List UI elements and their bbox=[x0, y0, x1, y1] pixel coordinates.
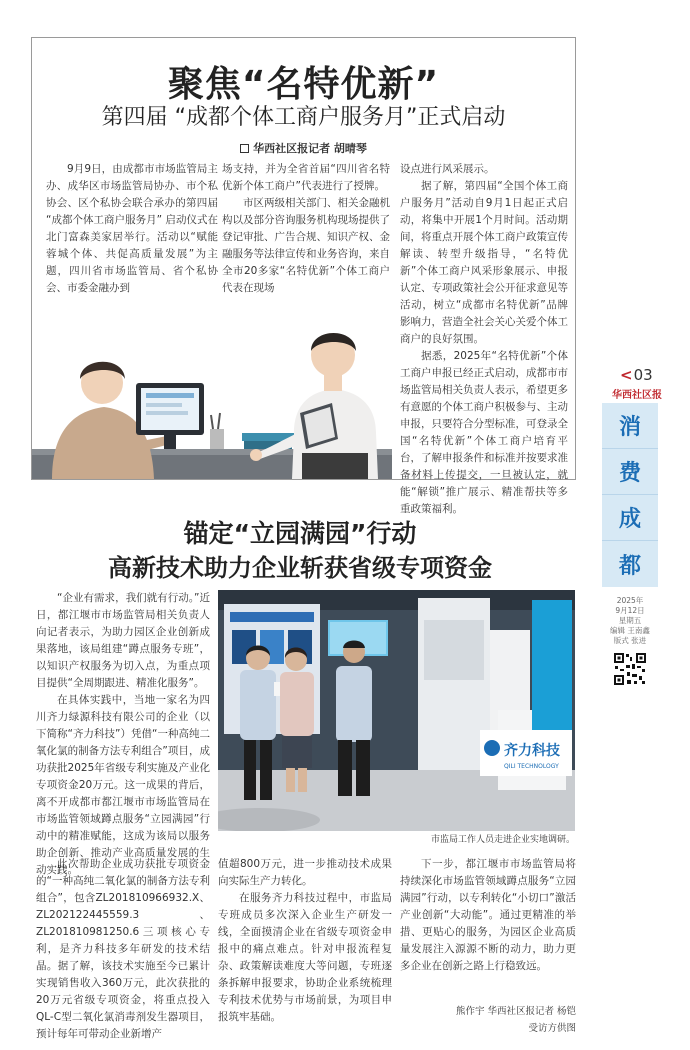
article-1-frame bbox=[31, 37, 576, 515]
paragraph: 值超800万元，进一步推动技术成果向实际生产力转化。 bbox=[218, 858, 392, 887]
section-char: 成 bbox=[602, 495, 658, 541]
photo-brand-text: 齐力科技 bbox=[504, 743, 560, 759]
photo-brand-en-text: QILI TECHNOLOGY bbox=[504, 763, 559, 770]
article-1-subtitle: 第四届 “成都个体工商户服务月”正式启动 bbox=[101, 105, 506, 130]
page-number-value: 03 bbox=[633, 366, 653, 384]
byline-square-icon bbox=[240, 144, 249, 153]
paragraph: 此次帮助企业成功获批专项资金的“一种高纯二氧化氯的制备方法专利组合”，包含ZL201810966932.X、ZL202122445559.3、ZL201810981250.6三项核心专利，是齐力科技多年研发的技术结晶。据了解，该技术实施至今已累计实现销售收入360万元，此次获批的20万元省级专项资金，将重点投入QL-C型二氧化氯消毒剂发生器项目，预计每年可带动企业新增产 bbox=[36, 858, 210, 1040]
paragraph: 设点进行风采展示。 bbox=[400, 163, 495, 175]
article-2-column-1 bbox=[36, 590, 210, 879]
article-1-title: 聚焦“名特优新” bbox=[167, 64, 440, 105]
article-2-column-3 bbox=[218, 856, 392, 1026]
site-visit-photo bbox=[218, 590, 575, 831]
article-1-column-2 bbox=[222, 161, 390, 297]
issue-date: 9月12日 bbox=[615, 606, 645, 615]
article-2-photo-credit: 受访方供图 bbox=[528, 1023, 576, 1034]
article-1-column-3 bbox=[400, 161, 568, 518]
article-2-column-2 bbox=[36, 856, 210, 1043]
section-char: 都 bbox=[618, 553, 641, 579]
section-char: 费 bbox=[602, 449, 658, 495]
paragraph: 据悉，2025年“名特优新”个体工商户申报已经正式启动，成都市市场监管局相关负责人表示，希望更多有意愿的个体工商户积极参与、主动申报，只要符合分型标准，可登录全国“名特优新”个体工商户培育平台，了解申报条件和标准并按要求准备材料上传提交，一旦被认定，就能“解锁”推广展示、精准帮扶等多重政策福利。 bbox=[400, 350, 568, 515]
paragraph: 在服务齐力科技过程中，市监局专班成员多次深入企业生产研发一线，全面摸清企业在省级专项资金申报中的痛点难点。针对申报流程复杂、政策解读难度大等问题，专班逐条拆解申报要求，协助企业系统梳理专利技术优势与市场前景，为项目申报筑牢基础。 bbox=[218, 892, 392, 1023]
paragraph: 下一步，都江堰市市场监管局将持续深化市场监管领域蹲点服务“立园满园”行动，以专利转化“小切口”激活产业创新“大动能”。通过更精准的举措、更贴心的服务，为园区企业高质量发展注入源源不断的动力，助力更多企业在创新之路上行稳致远。 bbox=[400, 858, 576, 972]
paragraph: 在具体实践中，当地一家名为四川齐力绿源科技有限公司的企业（以下简称“齐力科技”）凭借“一种高纯二氧化氯的制备方法专利组合”项目，成功获批2025年省级专利实施及产业化专项资金20万元。这一成果的背后，离不开成都市都江堰市市场监管局在市场监管领域蹲点服务“立园满园”行动中的精准赋能，这成为该局以服务助企创新、推动产业高质量发展的生动实践。 bbox=[36, 694, 210, 876]
issue-year: 2025年 bbox=[616, 596, 644, 605]
paragraph: 据了解，第四届“全国个体工商户服务月”活动自9月1日起正式启动，将集中开展1个月时间。活动期间，将重点开展个体工商户政策宣传解读、转型升级指导，“名特优新”个体工商户风采形象展示、申报认定、专项政策社会公开征求意见等活动，树立“成都市名特优新”品牌影响力，营造全社会关心关爱个体工商户的良好氛围。 bbox=[400, 180, 568, 345]
layout-credit: 版式 张进 bbox=[613, 636, 647, 645]
qr-code-icon[interactable] bbox=[613, 652, 647, 686]
article-2-title-line-2: 高新技术助力企业斩获省级专项资金 bbox=[108, 554, 492, 582]
masthead: 华西社区报 bbox=[612, 390, 662, 401]
issue-meta bbox=[602, 596, 658, 646]
paragraph: 市区两级相关部门、相关金融机构以及部分咨询服务机构现场提供了登记审批、广告合规、知识产权、金融服务等法律宣传和业务咨询，来自全市20多家“名特优新”个体工商户代表在现场 bbox=[222, 197, 390, 294]
service-counter-illustration bbox=[32, 283, 392, 479]
chevron-left-icon: < bbox=[620, 366, 633, 384]
article-1-column-1 bbox=[46, 161, 218, 297]
article-2-column-4 bbox=[400, 856, 576, 975]
article-2-title-line-1: 锚定“立园满园”行动 bbox=[183, 519, 417, 548]
paragraph: “企业有需求，我们就有行动。”近日，都江堰市市场监管局相关负责人向记者表示，为助力园区企业创新成果落地，该局组建“蹲点服务专班”，以知识产权服务为切入点，为重点项目提供“全周期跟进、精准化服务”。 bbox=[36, 592, 210, 689]
paragraph: 9月9日，由成都市市场监管局主办、成华区市场监管局协办、市个私协会、区个私协会联合承办的第四届 “成都个体工商户服务月” 启动仪式在北门富森美家居举行。活动以“赋能蓉城个体、共促高质量发展”为主题，四川省市场监管局、省个私协会、市委金融办到 bbox=[46, 163, 218, 294]
article-2-reporter-credit: 熊作宇 华西社区报记者 杨铠 bbox=[455, 1006, 576, 1017]
showroom-photo-scene bbox=[218, 590, 575, 831]
article-1-byline bbox=[32, 140, 575, 156]
section-char: 消 bbox=[602, 403, 658, 449]
article-1-byline-text: 华西社区报记者 胡晴琴 bbox=[253, 142, 367, 155]
editor-credit: 编辑 王南鑫 bbox=[610, 626, 650, 635]
section-rail bbox=[602, 403, 658, 587]
paragraph: 场支持，并为全省首届“四川省名特优新个体工商户”代表进行了授牌。 bbox=[222, 163, 390, 192]
photo-caption: 市监局工作人员走进企业实地调研。 bbox=[430, 835, 575, 845]
issue-weekday: 星期五 bbox=[618, 616, 642, 625]
page-number bbox=[620, 366, 653, 384]
